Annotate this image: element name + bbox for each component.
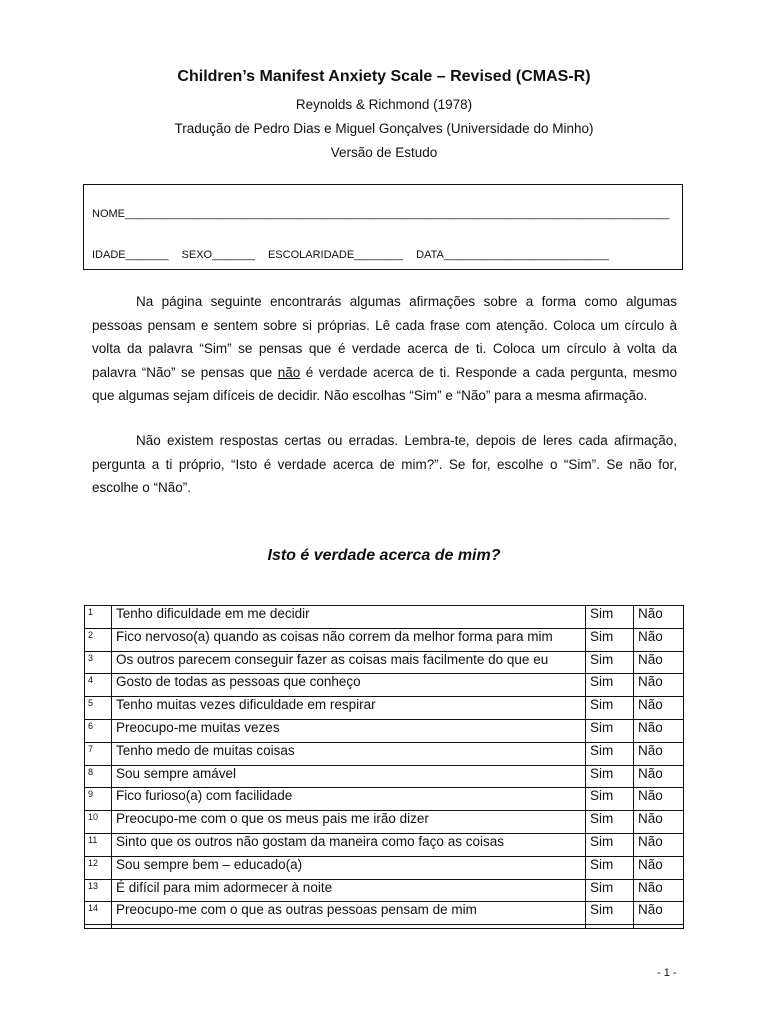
- answer-nao[interactable]: Não: [634, 606, 684, 629]
- item-number: 5: [85, 697, 112, 720]
- item-statement: Tenho medo de muitas coisas: [112, 742, 586, 765]
- item-row: [85, 719, 684, 742]
- item-statement: Os outros parecem conseguir fazer as coisas mais facilmente do que eu: [112, 651, 586, 674]
- answer-sim[interactable]: Sim: [586, 719, 634, 742]
- item-row: [85, 856, 684, 879]
- item-statement: Sou sempre bem – educado(a): [112, 856, 586, 879]
- item-statement: Preocupo-me muitas vezes: [112, 719, 586, 742]
- answer-sim[interactable]: Sim: [586, 788, 634, 811]
- data-field[interactable]: DATA___________________________: [416, 249, 610, 261]
- answer-sim[interactable]: Sim: [586, 811, 634, 834]
- item-number: 12: [85, 856, 112, 879]
- answer-nao[interactable]: Não: [634, 697, 684, 720]
- answer-nao[interactable]: Não: [634, 719, 684, 742]
- identification-box: [83, 184, 683, 270]
- answer-nao[interactable]: Não: [634, 674, 684, 697]
- answer-sim[interactable]: Sim: [586, 742, 634, 765]
- item-statement: Fico nervoso(a) quando as coisas não correm da melhor forma para mim: [112, 628, 586, 651]
- items-table: [84, 605, 684, 929]
- spacer-cell: [85, 925, 112, 929]
- item-number: 9: [85, 788, 112, 811]
- sexo-field[interactable]: SEXO_______: [181, 249, 255, 261]
- answer-nao[interactable]: Não: [634, 856, 684, 879]
- spacer-cell: [586, 925, 634, 929]
- authors-line: Reynolds & Richmond (1978): [295, 97, 473, 112]
- nome-field[interactable]: NOME_________________________________________________________________________________________: [92, 208, 670, 220]
- item-statement: Gosto de todas as pessoas que conheço: [112, 674, 586, 697]
- translation-line: Tradução de Pedro Dias e Miguel Gonçalves (Universidade do Minho): [174, 121, 594, 136]
- item-statement: Fico furioso(a) com facilidade: [112, 788, 586, 811]
- answer-sim[interactable]: Sim: [586, 765, 634, 788]
- answer-nao[interactable]: Não: [634, 879, 684, 902]
- item-number: 2: [85, 628, 112, 651]
- page-number: - 1 -: [657, 967, 677, 979]
- version-line: Versão de Estudo: [330, 145, 438, 160]
- item-statement: É difícil para mim adormecer à noite: [112, 879, 586, 902]
- answer-sim[interactable]: Sim: [586, 651, 634, 674]
- item-number: 13: [85, 879, 112, 902]
- answer-nao[interactable]: Não: [634, 651, 684, 674]
- answer-nao[interactable]: Não: [634, 765, 684, 788]
- item-number: 6: [85, 719, 112, 742]
- item-statement: Tenho muitas vezes dificuldade em respirar: [112, 697, 586, 720]
- answer-sim[interactable]: Sim: [586, 606, 634, 629]
- item-row: [85, 674, 684, 697]
- document-title: Children’s Manifest Anxiety Scale – Revised (CMAS-R): [177, 68, 591, 85]
- instructions-text-a: Na página seguinte encontrarás algumas afirmações sobre a forma como algumas pessoas pensam e sentem sobre si próprias. Lê cada frase com atenção. Coloca um círculo à volta da palavra “Sim” se pensas que é verdade acerca de ti. Coloca um círculo à volta da palavra “Não” se pensas que: [92, 294, 677, 380]
- item-number: 8: [85, 765, 112, 788]
- spacer-cell: [112, 925, 586, 929]
- answer-nao[interactable]: Não: [634, 788, 684, 811]
- item-row: [85, 606, 684, 629]
- item-statement: Preocupo-me com o que os meus pais me irão dizer: [112, 811, 586, 834]
- item-statement: Preocupo-me com o que as outras pessoas pensam de mim: [112, 902, 586, 925]
- answer-sim[interactable]: Sim: [586, 902, 634, 925]
- item-row: [85, 697, 684, 720]
- answer-sim[interactable]: Sim: [586, 628, 634, 651]
- item-number: 14: [85, 902, 112, 925]
- item-number: 3: [85, 651, 112, 674]
- idade-field[interactable]: IDADE_______: [92, 249, 169, 261]
- instructions-paragraph-2: [92, 429, 677, 500]
- item-row: [85, 902, 684, 925]
- item-number: 10: [85, 811, 112, 834]
- item-number: 4: [85, 674, 112, 697]
- item-row: [85, 742, 684, 765]
- instructions-text-b: é verdade acerca de ti. Responde a cada pergunta, mesmo que algumas sejam difíceis de decidir. Não escolhas “Sim” e “Não” para a mesma afirmação.: [92, 364, 677, 403]
- item-statement: Sinto que os outros não gostam da maneira como faço as coisas: [112, 833, 586, 856]
- item-row: [85, 628, 684, 651]
- answer-nao[interactable]: Não: [634, 742, 684, 765]
- instructions-text-2: Não existem respostas certas ou erradas. Lembra-te, depois de leres cada afirmação, pergunta a ti próprio, “Isto é verdade acerca de mim?”. Se for, escolhe o “Sim”. Se não for, escolhe o “Não”.: [92, 433, 677, 495]
- item-row: [85, 811, 684, 834]
- item-number: 1: [85, 606, 112, 629]
- answer-nao[interactable]: Não: [634, 811, 684, 834]
- answer-nao[interactable]: Não: [634, 833, 684, 856]
- answer-nao[interactable]: Não: [634, 628, 684, 651]
- spacer-cell: [634, 925, 684, 929]
- answer-sim[interactable]: Sim: [586, 833, 634, 856]
- item-statement: Sou sempre amável: [112, 765, 586, 788]
- question-heading: Isto é verdade acerca de mim?: [267, 547, 501, 564]
- item-row: [85, 788, 684, 811]
- instructions-paragraph-1: [92, 290, 677, 408]
- item-row: [85, 833, 684, 856]
- answer-sim[interactable]: Sim: [586, 879, 634, 902]
- item-number: 11: [85, 833, 112, 856]
- escolaridade-field[interactable]: ESCOLARIDADE________: [267, 249, 404, 261]
- answer-sim[interactable]: Sim: [586, 856, 634, 879]
- item-statement: Tenho dificuldade em me decidir: [112, 606, 586, 629]
- instructions-underlined-word: não: [277, 364, 301, 380]
- item-row: [85, 879, 684, 902]
- table-bottom-spacer: [85, 925, 684, 929]
- item-row: [85, 765, 684, 788]
- answer-nao[interactable]: Não: [634, 902, 684, 925]
- answer-sim[interactable]: Sim: [586, 674, 634, 697]
- answer-sim[interactable]: Sim: [586, 697, 634, 720]
- item-row: [85, 651, 684, 674]
- item-number: 7: [85, 742, 112, 765]
- identification-row: [92, 249, 674, 261]
